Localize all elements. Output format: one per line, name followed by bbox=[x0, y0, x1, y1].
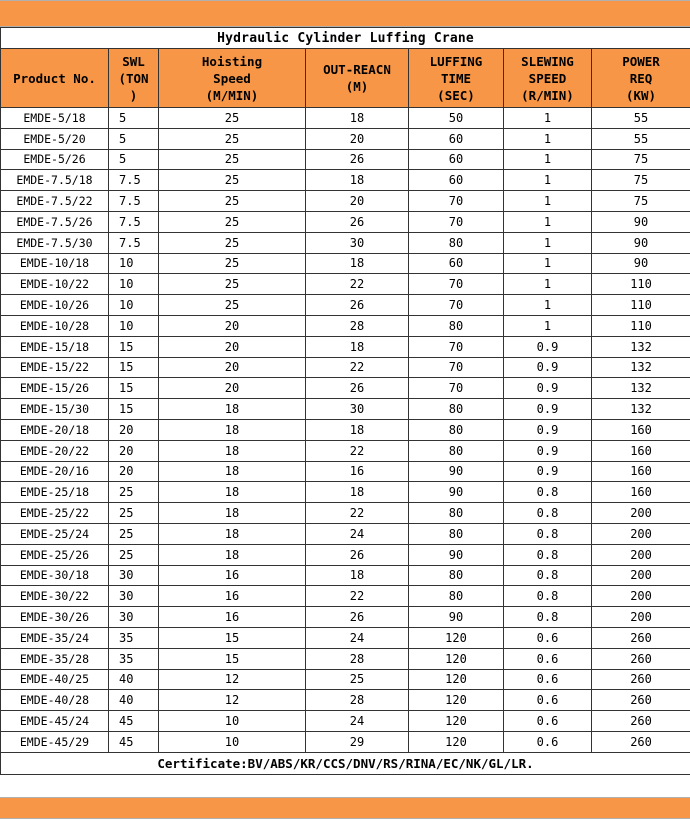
header-power-req bbox=[592, 49, 690, 108]
cell-hoisting-speed: 18 bbox=[159, 399, 306, 420]
cell-swl: 20 bbox=[109, 461, 159, 482]
cell-product-no: EMDE-15/18 bbox=[1, 336, 109, 357]
header-row bbox=[1, 49, 690, 108]
table-row bbox=[1, 544, 690, 565]
table-row bbox=[1, 648, 690, 669]
certificate-row bbox=[1, 752, 690, 774]
cell-slewing-speed: 0.6 bbox=[504, 648, 592, 669]
cell-outreach: 30 bbox=[306, 232, 409, 253]
table-row bbox=[1, 336, 690, 357]
cell-outreach: 26 bbox=[306, 295, 409, 316]
header-power-line-3: (KW) bbox=[625, 87, 657, 103]
table-row bbox=[1, 627, 690, 648]
cell-luffing-time: 80 bbox=[409, 565, 504, 586]
cell-power-req: 200 bbox=[592, 523, 690, 544]
cell-product-no: EMDE-25/26 bbox=[1, 544, 109, 565]
cell-swl: 7.5 bbox=[109, 232, 159, 253]
cell-product-no: EMDE-25/18 bbox=[1, 482, 109, 503]
cell-power-req: 110 bbox=[592, 315, 690, 336]
cell-product-no: EMDE-30/26 bbox=[1, 607, 109, 628]
cell-hoisting-speed: 18 bbox=[159, 461, 306, 482]
cell-slewing-speed: 0.6 bbox=[504, 731, 592, 752]
cell-power-req: 160 bbox=[592, 440, 690, 461]
table-row bbox=[1, 565, 690, 586]
table-row bbox=[1, 586, 690, 607]
cell-luffing-time: 80 bbox=[409, 399, 504, 420]
cell-power-req: 132 bbox=[592, 357, 690, 378]
cell-hoisting-speed: 25 bbox=[159, 170, 306, 191]
cell-slewing-speed: 0.8 bbox=[504, 565, 592, 586]
cell-luffing-time: 70 bbox=[409, 191, 504, 212]
cell-hoisting-speed: 25 bbox=[159, 108, 306, 129]
cell-power-req: 132 bbox=[592, 336, 690, 357]
cell-outreach: 26 bbox=[306, 211, 409, 232]
cell-product-no: EMDE-15/22 bbox=[1, 357, 109, 378]
cell-hoisting-speed: 20 bbox=[159, 357, 306, 378]
cell-product-no: EMDE-10/26 bbox=[1, 295, 109, 316]
cell-swl: 30 bbox=[109, 586, 159, 607]
table-row bbox=[1, 108, 690, 129]
cell-swl: 7.5 bbox=[109, 191, 159, 212]
cell-swl: 30 bbox=[109, 565, 159, 586]
cell-hoisting-speed: 12 bbox=[159, 669, 306, 690]
cell-outreach: 22 bbox=[306, 586, 409, 607]
cell-product-no: EMDE-7.5/30 bbox=[1, 232, 109, 253]
cell-hoisting-speed: 25 bbox=[159, 149, 306, 170]
cell-hoisting-speed: 18 bbox=[159, 419, 306, 440]
cell-swl: 10 bbox=[109, 253, 159, 274]
header-power-line-1: POWER bbox=[622, 53, 660, 69]
cell-luffing-time: 90 bbox=[409, 544, 504, 565]
cell-swl: 10 bbox=[109, 295, 159, 316]
cell-hoisting-speed: 10 bbox=[159, 731, 306, 752]
cell-outreach: 22 bbox=[306, 357, 409, 378]
table-row bbox=[1, 690, 690, 711]
cell-power-req: 200 bbox=[592, 503, 690, 524]
cell-outreach: 18 bbox=[306, 108, 409, 129]
cell-outreach: 22 bbox=[306, 274, 409, 295]
cell-outreach: 28 bbox=[306, 648, 409, 669]
cell-outreach: 20 bbox=[306, 128, 409, 149]
cell-product-no: EMDE-30/18 bbox=[1, 565, 109, 586]
cell-power-req: 132 bbox=[592, 399, 690, 420]
cell-slewing-speed: 0.6 bbox=[504, 711, 592, 732]
cell-product-no: EMDE-25/24 bbox=[1, 523, 109, 544]
cell-outreach: 22 bbox=[306, 503, 409, 524]
cell-swl: 15 bbox=[109, 357, 159, 378]
cell-luffing-time: 80 bbox=[409, 419, 504, 440]
cell-swl: 7.5 bbox=[109, 211, 159, 232]
cell-luffing-time: 120 bbox=[409, 648, 504, 669]
cell-power-req: 75 bbox=[592, 170, 690, 191]
cell-luffing-time: 120 bbox=[409, 669, 504, 690]
cell-outreach: 28 bbox=[306, 690, 409, 711]
cell-swl: 40 bbox=[109, 690, 159, 711]
cell-luffing-time: 50 bbox=[409, 108, 504, 129]
cell-product-no: EMDE-25/22 bbox=[1, 503, 109, 524]
cell-product-no: EMDE-10/28 bbox=[1, 315, 109, 336]
cell-outreach: 24 bbox=[306, 523, 409, 544]
cell-power-req: 260 bbox=[592, 648, 690, 669]
cell-outreach: 24 bbox=[306, 627, 409, 648]
table-row bbox=[1, 523, 690, 544]
cell-hoisting-speed: 15 bbox=[159, 648, 306, 669]
cell-hoisting-speed: 20 bbox=[159, 378, 306, 399]
cell-luffing-time: 70 bbox=[409, 274, 504, 295]
table-row bbox=[1, 711, 690, 732]
cell-outreach: 16 bbox=[306, 461, 409, 482]
cell-power-req: 200 bbox=[592, 607, 690, 628]
cell-swl: 20 bbox=[109, 440, 159, 461]
table-row bbox=[1, 607, 690, 628]
cell-product-no: EMDE-10/22 bbox=[1, 274, 109, 295]
cell-power-req: 200 bbox=[592, 565, 690, 586]
cell-power-req: 160 bbox=[592, 419, 690, 440]
cell-luffing-time: 60 bbox=[409, 253, 504, 274]
cell-product-no: EMDE-30/22 bbox=[1, 586, 109, 607]
cell-slewing-speed: 1 bbox=[504, 211, 592, 232]
cell-swl: 7.5 bbox=[109, 170, 159, 191]
cell-swl: 35 bbox=[109, 648, 159, 669]
cell-hoisting-speed: 20 bbox=[159, 336, 306, 357]
cell-product-no: EMDE-5/18 bbox=[1, 108, 109, 129]
cell-product-no: EMDE-10/18 bbox=[1, 253, 109, 274]
table-row bbox=[1, 253, 690, 274]
header-hoisting-line-3: (M/MIN) bbox=[205, 87, 259, 103]
cell-hoisting-speed: 16 bbox=[159, 607, 306, 628]
header-slewing-line-2: SPEED bbox=[528, 70, 567, 86]
cell-hoisting-speed: 20 bbox=[159, 315, 306, 336]
cell-outreach: 18 bbox=[306, 253, 409, 274]
header-swl-line-3: ) bbox=[129, 87, 138, 103]
cell-swl: 25 bbox=[109, 544, 159, 565]
cell-slewing-speed: 0.9 bbox=[504, 357, 592, 378]
cell-slewing-speed: 0.9 bbox=[504, 461, 592, 482]
table-row bbox=[1, 315, 690, 336]
cell-swl: 30 bbox=[109, 607, 159, 628]
cell-outreach: 26 bbox=[306, 149, 409, 170]
table-row bbox=[1, 149, 690, 170]
cell-outreach: 24 bbox=[306, 711, 409, 732]
table-row bbox=[1, 440, 690, 461]
header-luffing-line-1: LUFFING bbox=[429, 53, 483, 69]
cell-product-no: EMDE-15/30 bbox=[1, 399, 109, 420]
cell-hoisting-speed: 10 bbox=[159, 711, 306, 732]
table-row bbox=[1, 482, 690, 503]
header-luffing-line-3: (SEC) bbox=[437, 87, 475, 103]
cell-power-req: 75 bbox=[592, 149, 690, 170]
cell-outreach: 22 bbox=[306, 440, 409, 461]
cell-outreach: 18 bbox=[306, 336, 409, 357]
cell-hoisting-speed: 25 bbox=[159, 232, 306, 253]
table-title-row bbox=[1, 28, 690, 49]
cell-hoisting-speed: 25 bbox=[159, 253, 306, 274]
header-power-line-2: REQ bbox=[629, 70, 653, 86]
cell-outreach: 26 bbox=[306, 607, 409, 628]
cell-swl: 15 bbox=[109, 399, 159, 420]
cell-hoisting-speed: 16 bbox=[159, 586, 306, 607]
cell-product-no: EMDE-40/25 bbox=[1, 669, 109, 690]
header-luffing-time bbox=[409, 49, 504, 108]
cell-outreach: 18 bbox=[306, 482, 409, 503]
table-row bbox=[1, 731, 690, 752]
header-product-line-1: Product No. bbox=[13, 70, 96, 86]
cell-slewing-speed: 1 bbox=[504, 128, 592, 149]
header-hoisting-line-1: Hoisting bbox=[201, 53, 263, 69]
cell-hoisting-speed: 25 bbox=[159, 274, 306, 295]
cell-luffing-time: 80 bbox=[409, 523, 504, 544]
header-swl bbox=[109, 49, 159, 108]
table-row bbox=[1, 357, 690, 378]
cell-swl: 25 bbox=[109, 482, 159, 503]
cell-power-req: 55 bbox=[592, 108, 690, 129]
cell-product-no: EMDE-5/20 bbox=[1, 128, 109, 149]
cell-slewing-speed: 1 bbox=[504, 315, 592, 336]
cell-swl: 45 bbox=[109, 711, 159, 732]
top-orange-band bbox=[0, 0, 690, 27]
cell-slewing-speed: 1 bbox=[504, 253, 592, 274]
cell-product-no: EMDE-7.5/22 bbox=[1, 191, 109, 212]
header-swl-line-1: SWL bbox=[122, 53, 145, 69]
cell-slewing-speed: 0.6 bbox=[504, 669, 592, 690]
cell-slewing-speed: 0.8 bbox=[504, 544, 592, 565]
cell-slewing-speed: 0.6 bbox=[504, 690, 592, 711]
cell-outreach: 18 bbox=[306, 565, 409, 586]
cell-product-no: EMDE-20/22 bbox=[1, 440, 109, 461]
cell-product-no: EMDE-20/16 bbox=[1, 461, 109, 482]
cell-slewing-speed: 1 bbox=[504, 149, 592, 170]
cell-hoisting-speed: 18 bbox=[159, 523, 306, 544]
cell-outreach: 29 bbox=[306, 731, 409, 752]
cell-power-req: 200 bbox=[592, 586, 690, 607]
cell-luffing-time: 70 bbox=[409, 357, 504, 378]
cell-slewing-speed: 1 bbox=[504, 295, 592, 316]
cell-power-req: 132 bbox=[592, 378, 690, 399]
cell-hoisting-speed: 18 bbox=[159, 440, 306, 461]
cell-power-req: 110 bbox=[592, 295, 690, 316]
cell-hoisting-speed: 25 bbox=[159, 128, 306, 149]
cell-swl: 25 bbox=[109, 503, 159, 524]
cell-slewing-speed: 0.6 bbox=[504, 627, 592, 648]
cell-swl: 5 bbox=[109, 128, 159, 149]
cell-hoisting-speed: 15 bbox=[159, 627, 306, 648]
cell-swl: 35 bbox=[109, 627, 159, 648]
cell-product-no: EMDE-5/26 bbox=[1, 149, 109, 170]
cell-power-req: 90 bbox=[592, 253, 690, 274]
cell-power-req: 260 bbox=[592, 690, 690, 711]
cell-swl: 45 bbox=[109, 731, 159, 752]
bottom-orange-band bbox=[0, 797, 690, 819]
cell-luffing-time: 90 bbox=[409, 607, 504, 628]
cell-swl: 15 bbox=[109, 378, 159, 399]
cell-luffing-time: 80 bbox=[409, 586, 504, 607]
cell-outreach: 26 bbox=[306, 544, 409, 565]
table-row bbox=[1, 295, 690, 316]
table-row bbox=[1, 232, 690, 253]
cell-power-req: 90 bbox=[592, 211, 690, 232]
cell-luffing-time: 90 bbox=[409, 461, 504, 482]
cell-slewing-speed: 0.9 bbox=[504, 378, 592, 399]
cell-hoisting-speed: 25 bbox=[159, 295, 306, 316]
cell-luffing-time: 90 bbox=[409, 482, 504, 503]
cell-luffing-time: 70 bbox=[409, 295, 504, 316]
cell-luffing-time: 80 bbox=[409, 503, 504, 524]
header-slewing-line-1: SLEWING bbox=[521, 53, 574, 69]
cell-swl: 25 bbox=[109, 523, 159, 544]
cell-slewing-speed: 0.8 bbox=[504, 503, 592, 524]
cell-hoisting-speed: 16 bbox=[159, 565, 306, 586]
cell-hoisting-speed: 25 bbox=[159, 191, 306, 212]
cell-swl: 5 bbox=[109, 108, 159, 129]
cell-outreach: 30 bbox=[306, 399, 409, 420]
cell-power-req: 160 bbox=[592, 482, 690, 503]
cell-outreach: 18 bbox=[306, 419, 409, 440]
cell-product-no: EMDE-40/28 bbox=[1, 690, 109, 711]
header-luffing-line-2: TIME bbox=[440, 70, 472, 86]
cell-luffing-time: 80 bbox=[409, 315, 504, 336]
table-row bbox=[1, 419, 690, 440]
cell-hoisting-speed: 12 bbox=[159, 690, 306, 711]
cell-slewing-speed: 0.8 bbox=[504, 482, 592, 503]
header-product-no bbox=[1, 49, 109, 108]
cell-power-req: 110 bbox=[592, 274, 690, 295]
cell-hoisting-speed: 18 bbox=[159, 544, 306, 565]
cell-power-req: 260 bbox=[592, 711, 690, 732]
cell-swl: 5 bbox=[109, 149, 159, 170]
cell-luffing-time: 120 bbox=[409, 711, 504, 732]
cell-luffing-time: 70 bbox=[409, 336, 504, 357]
cell-outreach: 20 bbox=[306, 191, 409, 212]
cell-product-no: EMDE-45/24 bbox=[1, 711, 109, 732]
cell-slewing-speed: 0.8 bbox=[504, 586, 592, 607]
cell-power-req: 200 bbox=[592, 544, 690, 565]
cell-outreach: 25 bbox=[306, 669, 409, 690]
cell-slewing-speed: 1 bbox=[504, 232, 592, 253]
cell-product-no: EMDE-20/18 bbox=[1, 419, 109, 440]
header-outreach-line-1: OUT-REACN bbox=[323, 62, 391, 77]
header-slewing-line-3: (R/MIN) bbox=[521, 87, 574, 103]
table-title: Hydraulic Cylinder Luffing Crane bbox=[1, 28, 690, 49]
cell-luffing-time: 80 bbox=[409, 440, 504, 461]
crane-spec-table bbox=[0, 27, 690, 775]
certificate-text: Certificate:BV/ABS/KR/CCS/DNV/RS/RINA/EC/NK/GL/LR. bbox=[1, 752, 690, 774]
table-body bbox=[1, 108, 690, 753]
cell-outreach: 28 bbox=[306, 315, 409, 336]
cell-luffing-time: 60 bbox=[409, 149, 504, 170]
cell-product-no: EMDE-45/29 bbox=[1, 731, 109, 752]
table-row bbox=[1, 378, 690, 399]
header-outreach-line-2: (M) bbox=[345, 79, 369, 94]
table-row bbox=[1, 274, 690, 295]
cell-swl: 10 bbox=[109, 274, 159, 295]
cell-slewing-speed: 1 bbox=[504, 191, 592, 212]
cell-luffing-time: 80 bbox=[409, 232, 504, 253]
cell-luffing-time: 120 bbox=[409, 627, 504, 648]
cell-swl: 20 bbox=[109, 419, 159, 440]
header-swl-line-2: (TON bbox=[118, 70, 149, 86]
cell-power-req: 160 bbox=[592, 461, 690, 482]
header-hoisting-line-2: Speed bbox=[213, 70, 251, 86]
cell-hoisting-speed: 25 bbox=[159, 211, 306, 232]
cell-product-no: EMDE-7.5/26 bbox=[1, 211, 109, 232]
cell-product-no: EMDE-7.5/18 bbox=[1, 170, 109, 191]
cell-outreach: 26 bbox=[306, 378, 409, 399]
cell-slewing-speed: 0.9 bbox=[504, 399, 592, 420]
cell-slewing-speed: 0.9 bbox=[504, 440, 592, 461]
cell-luffing-time: 120 bbox=[409, 731, 504, 752]
table-row bbox=[1, 399, 690, 420]
cell-slewing-speed: 0.8 bbox=[504, 607, 592, 628]
cell-power-req: 55 bbox=[592, 128, 690, 149]
cell-slewing-speed: 0.9 bbox=[504, 336, 592, 357]
cell-slewing-speed: 1 bbox=[504, 108, 592, 129]
header-slewing-speed bbox=[504, 49, 592, 108]
cell-power-req: 260 bbox=[592, 669, 690, 690]
cell-product-no: EMDE-15/26 bbox=[1, 378, 109, 399]
cell-swl: 40 bbox=[109, 669, 159, 690]
cell-luffing-time: 60 bbox=[409, 128, 504, 149]
cell-slewing-speed: 1 bbox=[504, 170, 592, 191]
cell-hoisting-speed: 18 bbox=[159, 503, 306, 524]
cell-luffing-time: 120 bbox=[409, 690, 504, 711]
cell-luffing-time: 70 bbox=[409, 378, 504, 399]
table-row bbox=[1, 191, 690, 212]
cell-power-req: 260 bbox=[592, 627, 690, 648]
cell-power-req: 90 bbox=[592, 232, 690, 253]
table-row bbox=[1, 503, 690, 524]
cell-power-req: 75 bbox=[592, 191, 690, 212]
cell-power-req: 260 bbox=[592, 731, 690, 752]
header-hoisting-speed bbox=[159, 49, 306, 108]
table-row bbox=[1, 669, 690, 690]
cell-swl: 15 bbox=[109, 336, 159, 357]
table-row bbox=[1, 461, 690, 482]
header-outreach bbox=[306, 49, 409, 108]
table-row bbox=[1, 211, 690, 232]
cell-luffing-time: 60 bbox=[409, 170, 504, 191]
table-row bbox=[1, 170, 690, 191]
cell-product-no: EMDE-35/28 bbox=[1, 648, 109, 669]
cell-hoisting-speed: 18 bbox=[159, 482, 306, 503]
cell-product-no: EMDE-35/24 bbox=[1, 627, 109, 648]
table-row bbox=[1, 128, 690, 149]
cell-outreach: 18 bbox=[306, 170, 409, 191]
cell-luffing-time: 70 bbox=[409, 211, 504, 232]
cell-slewing-speed: 0.9 bbox=[504, 419, 592, 440]
cell-slewing-speed: 0.8 bbox=[504, 523, 592, 544]
cell-slewing-speed: 1 bbox=[504, 274, 592, 295]
cell-swl: 10 bbox=[109, 315, 159, 336]
